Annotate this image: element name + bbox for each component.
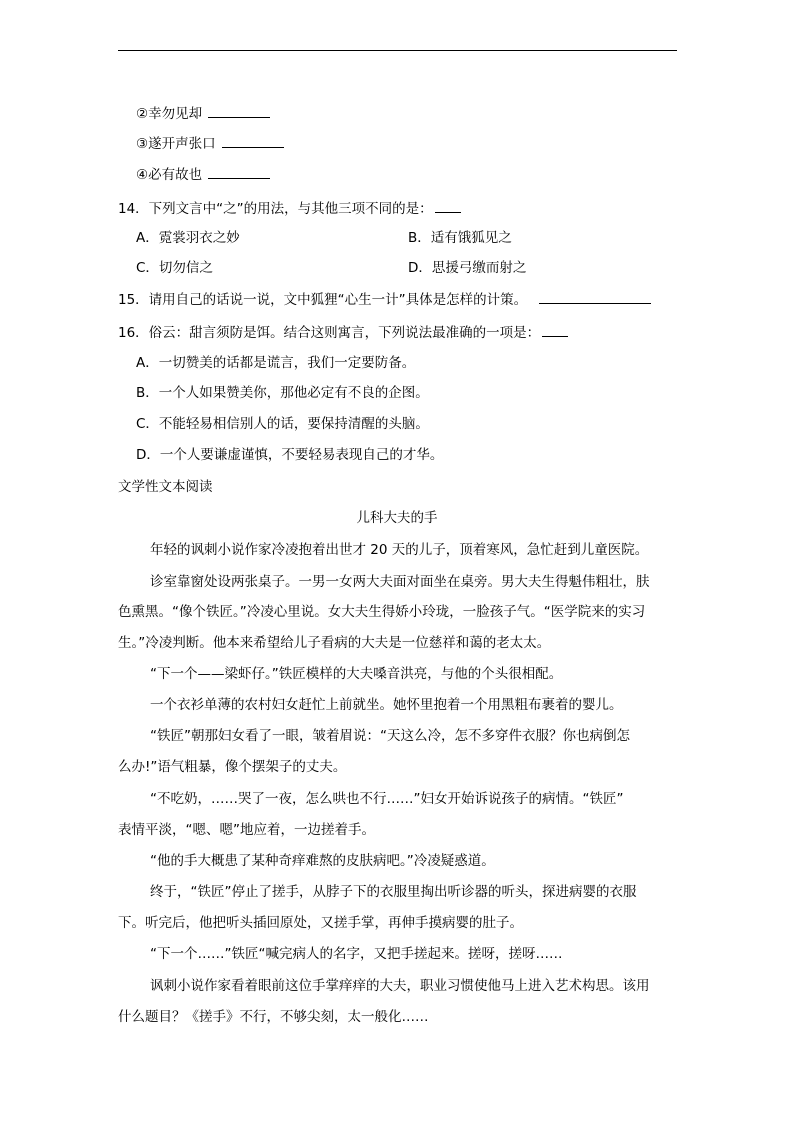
q14-option-b[interactable]: B．适有饿狐见之 (408, 230, 512, 246)
question-15 (118, 289, 651, 310)
q14-option-d[interactable]: D．思援弓缴而射之 (408, 260, 527, 276)
story-line: 终于，“铁匠”停止了搓手，从脖子下的衣服里掏出听诊器的听头，探进病婴的衣服 (150, 884, 637, 900)
question-16 (118, 322, 568, 343)
story-line: 么办!”语气粗暴，像个摆架子的丈夫。 (118, 759, 347, 775)
answer-blank[interactable] (542, 322, 568, 337)
story-line: 表情平淡，“嗯、嗯”地应着，一边搓着手。 (118, 822, 375, 838)
q16-option-b[interactable]: B．一个人如果赞美你，那他必定有不良的企图。 (136, 385, 429, 401)
story-line: 生。”冷凌判断。他本来希望给儿子看病的大夫是一位慈祥和蔼的老太太。 (118, 635, 551, 651)
answer-blank[interactable] (435, 198, 461, 213)
q16-option-c[interactable]: C．不能轻易相信别人的话，要保持清醒的头脑。 (136, 416, 429, 432)
sub-item-label: ④必有故也 (136, 167, 203, 183)
q16-option-a[interactable]: A．一切赞美的话都是谎言，我们一定要防备。 (136, 355, 416, 371)
section-heading: 文学性文本阅读 (118, 479, 213, 495)
story-line: “下一个——梁虾仔。”铁匠模样的大夫嗓音洪亮，与他的个头很相配。 (150, 666, 563, 682)
page-header-rule (118, 50, 677, 51)
sub-item-label: ③遂开声张口 (136, 136, 216, 152)
story-line: 色熏黑。“像个铁匠。”冷凌心里说。女大夫生得娇小玲珑，一脸孩子气。“医学院来的实习 (118, 604, 646, 620)
story-title: 儿科大夫的手 (356, 510, 438, 526)
answer-blank[interactable] (208, 164, 270, 179)
story-line: 一个衣衫单薄的农村妇女赶忙上前就坐。她怀里抱着一个用黑粗布裹着的婴儿。 (150, 697, 623, 713)
story-line: 下。听完后，他把听头插回原处，又搓手掌，再伸手摸病婴的肚子。 (118, 915, 523, 931)
story-line: “下一个……”铁匠“喊完病人的名字，又把手搓起来。搓呀，搓呀…… (150, 946, 563, 962)
question-stem: 16．俗云：甜言须防是饵。结合这则寓言，下列说法最准确的一项是： (118, 325, 541, 341)
sub-item-3 (136, 133, 284, 154)
q14-option-c[interactable]: C．切勿信之 (136, 260, 213, 276)
answer-blank[interactable] (222, 133, 284, 148)
q14-option-a[interactable]: A．霓裳羽衣之妙 (136, 230, 240, 246)
sub-item-2 (136, 103, 270, 124)
story-line: 年轻的讽刺小说作家冷凌抱着出世才 20 天的儿子，顶着寒风，急忙赶到儿童医院。 (150, 542, 649, 558)
story-line: “他的手大概患了某种奇痒难熬的皮肤病吧。”冷凌疑惑道。 (150, 853, 495, 869)
question-stem: 14．下列文言中“之”的用法，与其他三项不同的是： (118, 201, 433, 217)
q16-option-d[interactable]: D．一个人要谦虚谨慎，不要轻易表现自己的才华。 (136, 447, 444, 463)
question-14 (118, 198, 461, 219)
answer-blank[interactable] (208, 103, 270, 118)
story-line: 诊室靠窗处设两张桌子。一男一女两大夫面对面坐在桌旁。男大夫生得魁伟粗壮，肤 (150, 574, 650, 590)
sub-item-label: ②幸勿见却 (136, 106, 203, 122)
answer-blank[interactable] (539, 289, 651, 304)
question-stem: 15．请用自己的话说一说，文中狐狸“心生一计”具体是怎样的计策。 (118, 292, 528, 308)
story-line: “铁匠”朝那妇女看了一眼，皱着眉说：“天这么冷，怎不多穿件衣服？你也病倒怎 (150, 728, 630, 744)
story-line: “不吃奶，……哭了一夜，怎么哄也不行……”妇女开始诉说孩子的病情。“铁匠” (150, 791, 624, 807)
story-line: 讽刺小说作家看着眼前这位手掌痒痒的大夫，职业习惯使他马上进入艺术构思。该用 (150, 978, 650, 994)
story-line: 什么题目？《搓手》不行，不够尖刻，太一般化…… (118, 1009, 429, 1025)
sub-item-4 (136, 164, 270, 185)
